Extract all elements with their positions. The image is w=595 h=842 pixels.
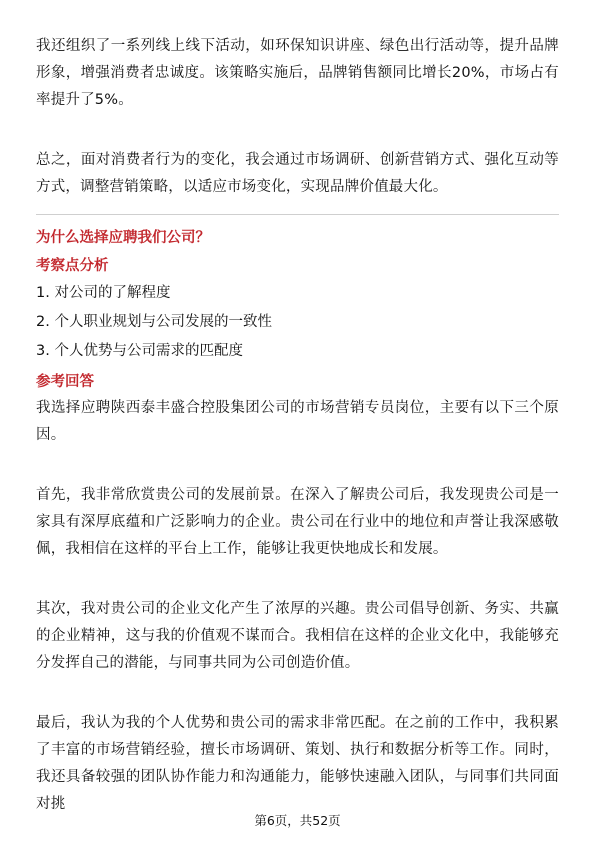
answer-paragraph-third: 最后，我认为我的个人优势和贵公司的需求非常匹配。在之前的工作中，我积累了丰富的市场营销经验，擅长市场调研、策划、执行和数据分析等工作。同时，我还具备较强的团队协作能力和沟通能力，能够快速融入团队，与同事们共同面对挑 <box>36 715 559 812</box>
answer-paragraph-second: 其次，我对贵公司的企业文化产生了浓厚的兴趣。贵公司倡导创新、务实、共赢的企业精神，这与我的价值观不谋而合。我相信在这样的企业文化中，我能够充分发挥自己的潜能，与同事共同为公司创造价值。 <box>36 601 559 671</box>
section-divider <box>36 214 559 215</box>
answer-paragraph-intro: 我选择应聘陕西泰丰盛合控股集团公司的市场营销专员岗位，主要有以下三个原因。 <box>36 400 559 443</box>
analysis-item-3: 3. 个人优势与公司需求的匹配度 <box>36 343 243 359</box>
page-footer <box>0 813 595 829</box>
paragraph-activities: 我还组织了一系列线上线下活动，如环保知识讲座、绿色出行活动等，提升品牌形象，增强消费者忠诚度。该策略实施后，品牌销售额同比增长20%，市场占有率提升了5%。 <box>36 38 559 108</box>
question-title: 为什么选择应聘我们公司？ <box>36 230 210 246</box>
paragraph-summary: 总之，面对消费者行为的变化，我会通过市场调研、创新营销方式、强化互动等方式，调整营销策略，以适应市场变化，实现品牌价值最大化。 <box>36 152 559 195</box>
analysis-heading: 考察点分析 <box>36 258 109 274</box>
answer-paragraph-first: 首先，我非常欣赏贵公司的发展前景。在深入了解贵公司后，我发现贵公司是一家具有深厚底蕴和广泛影响力的企业。贵公司在行业中的地位和声誉让我深感敬佩，我相信在这样的平台上工作，能够让我更快地成长和发展。 <box>36 487 559 557</box>
analysis-item-2: 2. 个人职业规划与公司发展的一致性 <box>36 314 272 330</box>
answer-heading: 参考回答 <box>36 374 94 390</box>
analysis-item-1: 1. 对公司的了解程度 <box>36 285 171 301</box>
page-number: 第6页，共52页 <box>254 813 341 828</box>
